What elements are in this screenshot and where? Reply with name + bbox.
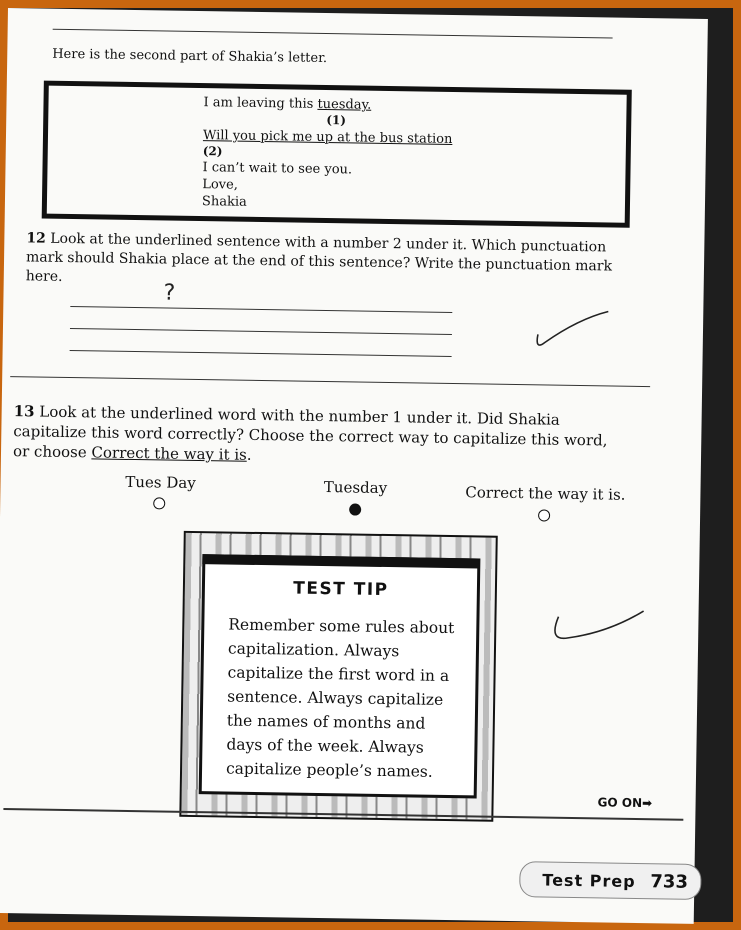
option-label-correct: Correct the way it is.: [465, 483, 626, 504]
go-on-label[interactable]: [597, 795, 652, 810]
question-13: [13, 401, 629, 471]
intro-text: Here is the second part of Shakia’s letter.: [52, 46, 328, 67]
test-tip-title: TEST TIP: [293, 578, 389, 601]
underlined-sentence-2: Will you pick me up at the bus station: [202, 128, 453, 147]
letter-box: [42, 81, 632, 228]
check-mark-icon: [533, 306, 614, 357]
letter-line-1-prefix: I am leaving this: [203, 95, 318, 112]
answer-line-2[interactable]: [70, 328, 452, 335]
option-radio-tues-day[interactable]: [153, 497, 165, 509]
option-radio-tuesday[interactable]: [349, 503, 361, 515]
marker-1: (1): [326, 113, 347, 128]
marker-2: (2): [202, 144, 223, 159]
question-13-underlined: Correct the way it is: [91, 443, 247, 464]
handwritten-question-mark: ?: [163, 280, 176, 306]
go-on-text: GO ON: [597, 795, 643, 811]
question-13-period: .: [246, 445, 252, 464]
option-label-tuesday: Tuesday: [323, 478, 388, 498]
letter-signature: Shakia: [201, 194, 247, 210]
option-label-tues-day: Tues Day: [125, 472, 196, 493]
page-number: 733: [650, 871, 689, 893]
option-radio-correct[interactable]: [538, 509, 550, 521]
letter-line-1: [203, 95, 371, 113]
test-tip-box: [199, 554, 481, 798]
question-13-text: Look at the underlined word with the number 1 under it. Did Shakia capitalize this word correctly? Choose the correct way to capitalize this word, or choose: [12, 402, 608, 462]
letter-closing: Love,: [202, 177, 239, 193]
check-mark-icon-2: [548, 602, 649, 654]
test-tip-body: Remember some rules about capitalization. Always capitalize the first word in a sentence. Always capitalize the names of months and days of the week. Always capitalize people’s names.: [225, 615, 455, 781]
worksheet-page: [0, 8, 708, 924]
section-divider: [10, 376, 650, 387]
answer-line-1[interactable]: [70, 306, 452, 313]
question-12: [26, 229, 617, 295]
answer-line-3[interactable]: [70, 350, 452, 357]
test-prep-badge: [519, 861, 702, 900]
test-prep-label: Test Prep: [542, 870, 636, 891]
question-12-text: Look at the underlined sentence with a number 2 under it. Which punctuation mark should Shakia place at the end of this sentence? Write the punctuation mark here.: [25, 230, 613, 285]
letter-line-3: I can’t wait to see you.: [202, 160, 353, 178]
top-rule: [53, 29, 613, 39]
question-13-number: 13: [13, 402, 35, 421]
arrow-right-icon: ➡: [641, 796, 653, 811]
underlined-word-1: tuesday.: [317, 96, 372, 113]
question-12-number: 12: [26, 230, 46, 247]
